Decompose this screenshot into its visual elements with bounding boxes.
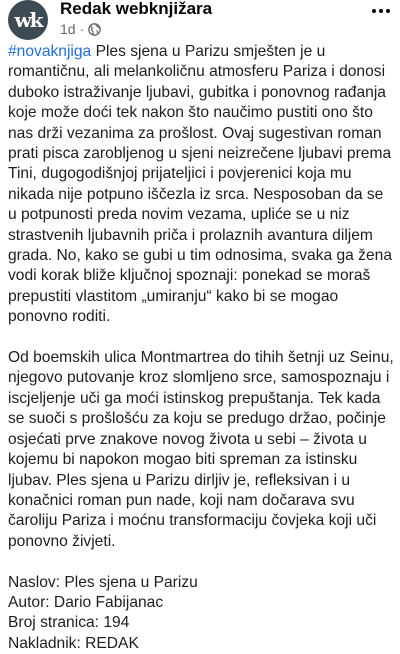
- post-body: [8, 42, 394, 654]
- book-pages-line: Broj stranica: 194: [8, 614, 130, 632]
- hashtag-link[interactable]: #novaknjiga: [8, 43, 92, 60]
- post-paragraph-2: Od boemskih ulica Montmartrea do tihih šetnji uz Seinu, njegovo putovanje kroz slomljeno srce, samospoznaju i iscjeljenje uči ga moći istinskog prepuštanja. Tek kada se suoči s prošlošću za koju se predugo držao, počinje osjećati prve znakove novog života u sebi – života u kojemu bi napokon mogao biti spreman za istinsku ljubav. Ples sjena u Parizu dirljiv je, refleksivan i u konačnici roman pun nade, koji nam dočarava svu čaroliju Pariza i moćnu transformaciju čovjeka koji uči ponovno živjeti.: [8, 349, 394, 550]
- book-publisher-line: Nakladnik: REDAK: [8, 634, 139, 652]
- more-options-icon[interactable]: [360, 0, 390, 22]
- book-author-line: Autor: Dario Fabijanac: [8, 593, 164, 611]
- book-info: [8, 573, 394, 654]
- post-timestamp[interactable]: 1d: [60, 21, 76, 37]
- more-dot: [372, 9, 376, 13]
- post-header: [8, 0, 392, 40]
- avatar[interactable]: [8, 0, 48, 40]
- globe-icon[interactable]: [88, 23, 101, 36]
- meta-separator: ·: [79, 21, 85, 37]
- more-dot: [386, 9, 390, 13]
- post-meta: [60, 21, 101, 37]
- more-dot: [379, 9, 383, 13]
- avatar-logo-text: wk: [14, 8, 42, 32]
- book-title-line: Naslov: Ples sjena u Parizu: [8, 573, 198, 591]
- post-paragraph-1: [8, 42, 394, 328]
- page-name-link[interactable]: Redak webknjižara: [60, 0, 213, 18]
- paragraph-1-text: Ples sjena u Parizu smješten je u romantičnu, ali melankoličnu atmosferu Pariza i donosi duboko istraživanje ljubavi, gubitka i ponovnog rađanja koje može doći tek nakon što naučimo pustiti ono što nas drži vezanima za prošlost. Ovaj sugestivan roman prati pisca zarobljenog u sjeni neizrečene ljubavi prema Tini, dugogodišnjoj prijateljici i povjerenici koja mu nikada nije potpuno iščezla iz srca. Nesposoban da se u potpunosti preda novim vezama, upliće se u niz strastvenih ljubavnih priča i prolaznih avantura diljem grada. No, kako se gubi u tim odnosima, svaka ga žena vodi korak bliže ključnoj spoznaji: ponekad se moraš prepustiti vlastitom „umiranju“ kako bi se mogao ponovno roditi.: [8, 43, 392, 326]
